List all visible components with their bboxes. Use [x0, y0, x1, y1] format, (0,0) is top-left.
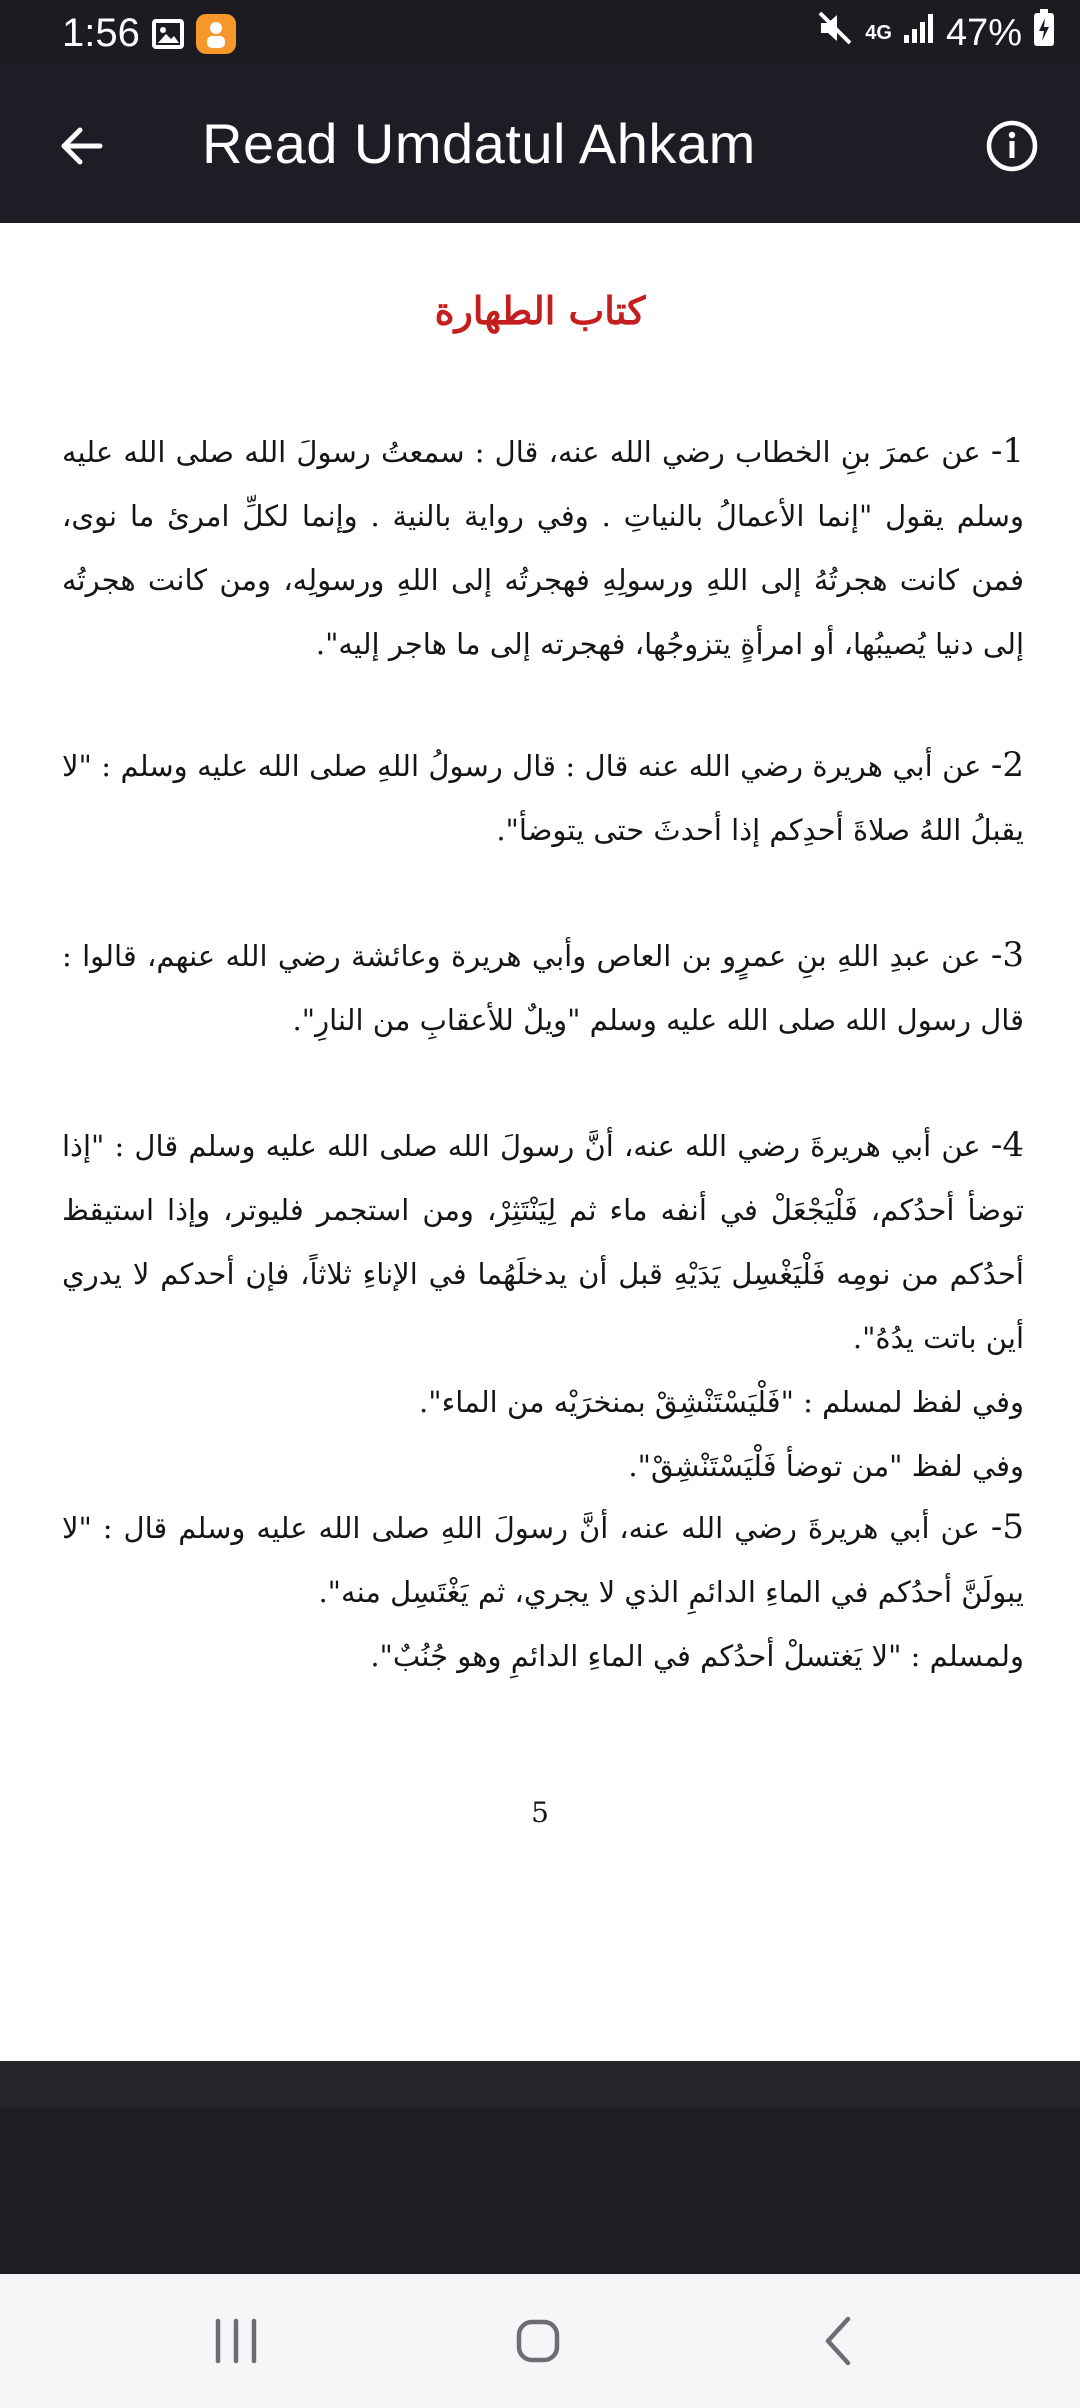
page-number: 5 — [531, 1796, 549, 1829]
hadith-text — [62, 1113, 1024, 1370]
nav-back-icon — [800, 2301, 880, 2381]
status-bar — [0, 0, 1080, 66]
hadith-text — [62, 419, 1024, 676]
bottom-panel — [0, 2061, 1080, 2274]
hadith-paragraph: عن أبي هريرةَ رضي الله عنه، أنَّ رسولَ اللهِ صلى الله عليه وسلم قال : "لا يبولَنَّ أحدُكم في الماءِ الدائمِ الذي لا يجري، ثم يَغْتَسِل منه". — [62, 1511, 1024, 1609]
battery-icon — [1032, 8, 1056, 58]
hadith-paragraph: وفي لفظ "من توضأ فَلْيَسْتَنْشِقْ". — [628, 1449, 1024, 1483]
chapter-title: كتاب الطهارة — [434, 288, 646, 333]
bottom-divider — [0, 2061, 1080, 2107]
hadith-text — [62, 733, 1024, 862]
hadith-item — [62, 923, 1024, 1052]
hadith-paragraph: عن أبي هريرةَ رضي الله عنه، أنَّ رسولَ الله صلى الله عليه وسلم قال : "إذا توضأ أحدُكم، فَلْيَجْعَلْ في أنفه ماء ثم لِيَنْتَثِرْ، ومن استجمر فليوتر، وإذا استيقظ أحدُكم من نومِه فَلْيَغْسِل يَدَيْهِ قبل أن يدخلَهُما في الإناءِ ثلاثاً، فإن أحدكم لا يدري أين باتت يدُهُ". — [62, 1129, 1024, 1355]
hadith-paragraph: عن عبدِ اللهِ بنِ عمرٍو بن العاص وأبي هريرة وعائشة رضي الله عنهم، قالوا : قال رسول الله صلى الله عليه وسلم "ويلٌ للأعقابِ من النارِ". — [62, 939, 1024, 1037]
battery-percent: 47% — [945, 11, 1022, 54]
info-button[interactable] — [976, 110, 1048, 182]
hadith-item — [62, 1113, 1024, 1498]
hadith-paragraph: ولمسلم : "لا يَغتسلْ أحدُكم في الماءِ الدائمِ وهو جُنُبٌ". — [370, 1639, 1024, 1673]
hadith-text — [62, 923, 1024, 1052]
info-circle-icon — [976, 110, 1048, 182]
mute-icon — [815, 8, 855, 58]
hadith-number: 5- — [990, 1507, 1024, 1547]
status-indicators — [815, 8, 1056, 58]
hadith-number: 4- — [990, 1125, 1025, 1165]
home-button[interactable] — [498, 2301, 578, 2381]
hadith-paragraph: عن أبي هريرة رضي الله عنه قال : قال رسولُ اللهِ صلى الله عليه وسلم : "لا يقبلُ اللهُ صلاةَ أحدِكم إذا أحدثَ حتى يتوضأ". — [62, 749, 1024, 847]
hadith-text — [62, 1495, 1024, 1624]
hadith-item — [62, 733, 1024, 862]
page-title: Read Umdatul Ahkam — [202, 112, 756, 175]
hadith-number: 1- — [990, 431, 1024, 471]
network-type: 4G — [865, 22, 892, 44]
reading-content[interactable] — [0, 223, 1080, 2061]
app-bar — [0, 66, 1080, 223]
app-notification-icon — [196, 14, 236, 54]
gallery-notification-icon — [152, 19, 184, 49]
back-button[interactable] — [48, 110, 120, 182]
hadith-number: 2- — [990, 745, 1025, 785]
hadith-item — [62, 419, 1024, 676]
status-time: 1:56 — [62, 11, 140, 55]
recents-button[interactable] — [196, 2301, 276, 2381]
arrow-left-icon — [48, 110, 120, 182]
home-icon — [498, 2301, 578, 2381]
nav-back-button[interactable] — [800, 2301, 880, 2381]
system-nav-bar — [0, 2274, 1080, 2408]
signal-icon — [902, 11, 936, 55]
recents-icon — [196, 2301, 276, 2381]
hadith-paragraph: عن عمرَ بنِ الخطاب رضي الله عنه، قال : سمعتُ رسولَ الله صلى الله عليه وسلم يقول "إنما الأعمالُ بالنياتِ . وفي رواية بالنية . وإنما لكلِّ امرئ ما نوى، فمن كانت هجرتُهُ إلى اللهِ ورسولِهِ فهجرتُه إلى اللهِ ورسولِه، ومن كانت هجرتُه إلى دنيا يُصيبُها، أو امرأةٍ يتزوجُها، فهجرته إلى ما هاجر إليه". — [62, 435, 1024, 661]
hadith-number: 3- — [990, 935, 1025, 975]
hadith-paragraph: وفي لفظ لمسلم : "فَلْيَسْتَنْشِقْ بمنخرَيْه من الماء". — [419, 1385, 1024, 1419]
hadith-item — [62, 1495, 1024, 1688]
